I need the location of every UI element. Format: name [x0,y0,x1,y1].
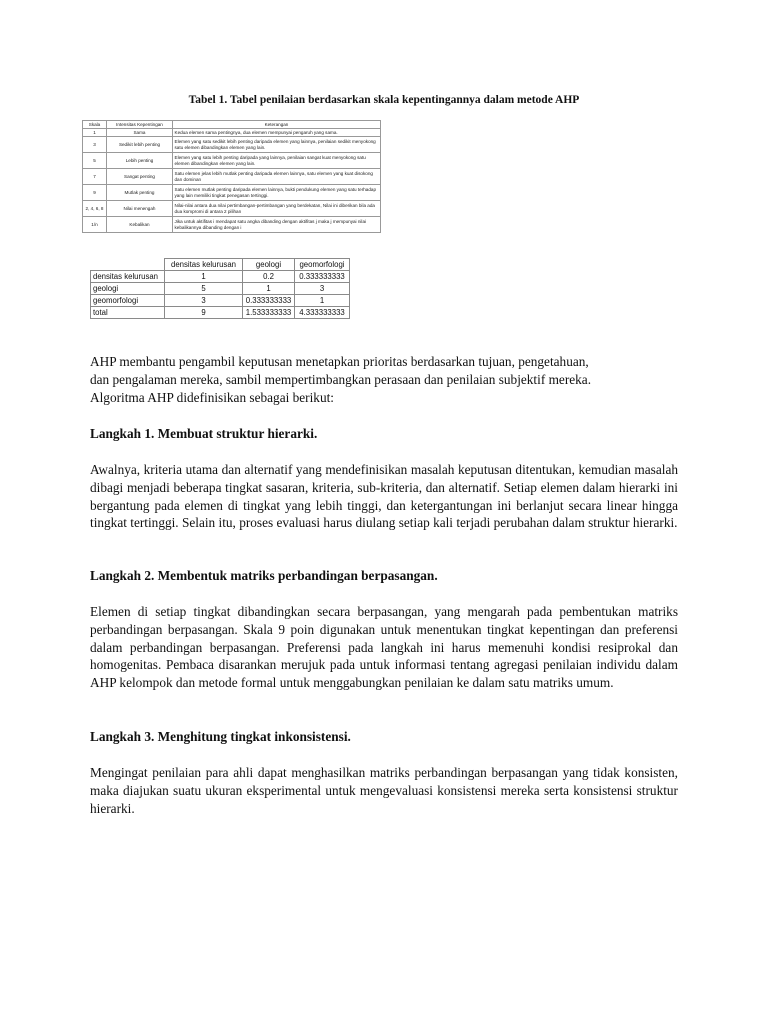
scale-cell: Satu elemen mutlak penting daripada elemen lainnya, bukti pendukung elemen yang satu terhadap yang lain memiliki tingkat penegasan tertinggi. [173,185,381,201]
density-header-densitas: densitas kelurusan [165,259,243,271]
intro-line: Algoritma AHP didefinisikan sebagai berikut: [90,389,334,405]
table-row [91,295,350,307]
table-row [83,217,381,233]
step1-paragraph: Awalnya, kriteria utama dan alternatif yang mendefinisikan masalah keputusan ditentukan, kemudian masalah dibagi menjadi beberapa tingkat sasaran, kriteria, sub-kriteria, dan alternatif. Setiap elemen dalam hierarki ini bergantung pada elemen di tingkat yang lebih tinggi, dan ketergantungan ini berlanjut secara linear hingga tingkat tertinggi. Selain itu, proses evaluasi harus diulang setiap kali terjadi perubahan dalam struktur hierarki. [90,462,678,531]
density-row-label: geologi [91,283,165,295]
table-row [83,185,381,201]
table-row [91,307,350,319]
scale-cell: 9 [83,185,107,201]
density-header-geologi: geologi [243,259,295,271]
scale-table [82,120,381,233]
density-row-label: total [91,307,165,319]
density-table [90,258,350,319]
table-row [91,271,350,283]
table-row [91,283,350,295]
scale-header-intensitas: Intensitas Kepentingan [107,121,173,129]
scale-cell: 2, 4, 6, 8 [83,201,107,217]
density-row-label: densitas kelurusan [91,271,165,283]
table-row [83,137,381,153]
table-row [83,129,381,137]
scale-cell: 1 [83,129,107,137]
density-cell: 1.533333333 [243,307,295,319]
density-cell: 4.333333333 [295,307,350,319]
intro-line: AHP membantu pengambil keputusan menetapkan prioritas berdasarkan tujuan, pengetahuan, [90,354,589,369]
scale-cell: Kebalikan [107,217,173,233]
scale-table-header-row [83,121,381,129]
density-cell: 1 [165,271,243,283]
density-cell: 0.2 [243,271,295,283]
density-row-label: geomorfologi [91,295,165,307]
density-cell: 3 [295,283,350,295]
scale-cell: Sangat penting [107,169,173,185]
scale-cell: Jika untuk aktifitas i mendapat satu angka dibanding dengan aktifitas j maka j mempunyai nilai kebalikannya dibanding dengan i [173,217,381,233]
scale-cell: Satu elemen jelas lebih mutlak penting daripada elemen lainnya, satu elemen yang kuat disokong dan dominan [173,169,381,185]
step2-heading: Langkah 2. Membentuk matriks perbandingan berpasangan. [90,568,438,583]
scale-cell: Elemen yang satu lebih penting daripada yang lainnya, penilaian sangat kuat menyokong satu elemen dibandingkan elemen yang lain. [173,153,381,169]
scale-cell: Sama [107,129,173,137]
scale-cell: Nilai-nilai antara dua nilai pertimbangan-pertimbangan yang berdekatan, Nilai ini diberikan bila ada dua kompromi di antara 2 pilihan [173,201,381,217]
density-cell: 1 [243,283,295,295]
density-cell: 0.333333333 [243,295,295,307]
density-header-corner [91,259,165,271]
step1-heading: Langkah 1. Membuat struktur hierarki. [90,426,318,441]
density-cell: 3 [165,295,243,307]
density-header-geomorfologi: geomorfologi [295,259,350,271]
table-row [83,153,381,169]
density-table-header-row [91,259,350,271]
table-caption: Tabel 1. Tabel penilaian berdasarkan skala kepentingannya dalam metode AHP [188,94,580,106]
scale-cell: 1/n [83,217,107,233]
intro-paragraph [90,353,678,406]
density-cell: 1 [295,295,350,307]
density-cell: 0.333333333 [295,271,350,283]
scale-header-skala: Skala [83,121,107,129]
step2-paragraph: Elemen di setiap tingkat dibandingkan secara berpasangan, yang mengarah pada pembentukan matriks perbandingan berpasangan. Skala 9 poin digunakan untuk menentukan tingkat kepentingan dan preferensi dalam perbandingan berpasangan. Preferensi pada langkah ini harus memenuhi kondisi resiprokal dan homogenitas. Pembaca disarankan merujuk pada untuk informasi tentang agregasi penilaian individu dalam AHP kelompok dan metode formal untuk menggabungkan penilaian ke dalam satu matriks umum. [90,604,678,691]
step3-heading: Langkah 3. Menghitung tingkat inkonsistensi. [90,729,351,744]
table-row [83,169,381,185]
scale-cell: 5 [83,153,107,169]
scale-cell: 7 [83,169,107,185]
scale-cell: Sedikit lebih penting [107,137,173,153]
density-cell: 9 [165,307,243,319]
density-cell: 5 [165,283,243,295]
scale-cell: Mutlak penting [107,185,173,201]
step3-paragraph: Mengingat penilaian para ahli dapat menghasilkan matriks perbandingan berpasangan yang tidak konsisten, maka diajukan suatu ukuran eksperimental untuk mengevaluasi konsistensi mereka serta konsistensi struktur hierarki. [90,765,678,816]
table-row [83,201,381,217]
scale-cell: 3 [83,137,107,153]
intro-line: dan pengalaman mereka, sambil mempertimbangkan perasaan dan penilaian subjektif mereka. [90,371,592,387]
scale-cell: Elemen yang satu sedikit lebih penting daripada elemen yang lainnya, penilaian sedikit menyokong satu elemen dibandingkan elemen yang lain. [173,137,381,153]
scale-cell: Nilai menengah [107,201,173,217]
scale-cell: Kedua elemen sama pentingnya, dua elemen mempunyai pengaruh yang sama. [173,129,381,137]
scale-header-keterangan: Keterangan [173,121,381,129]
scale-cell: Lebih penting [107,153,173,169]
